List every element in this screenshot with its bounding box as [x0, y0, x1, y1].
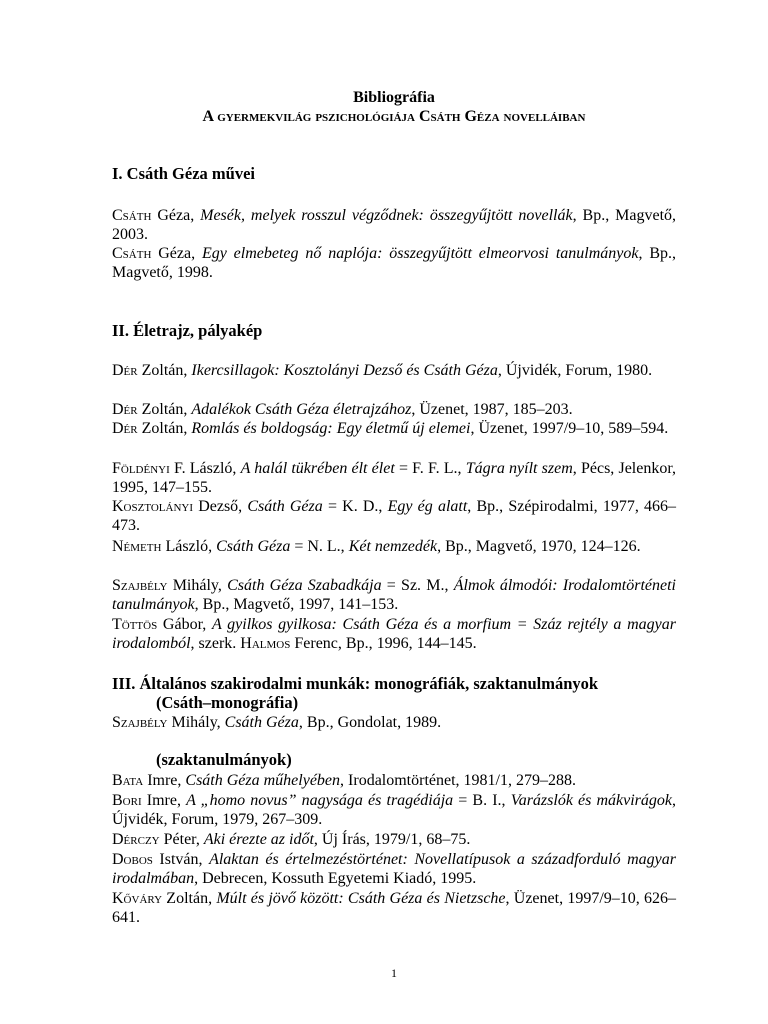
subsection-heading: (Csáth–monográfia): [156, 693, 299, 712]
bibliography-entry: Csáth Géza, Mesék, melyek rosszul végződnek: összegyűjtött novellák, Bp., Magvető, 2003.: [112, 207, 677, 244]
bibliography-entry: Kosztolányi Dezső, Csáth Géza = K. D., Egy ég alatt, Bp., Szépirodalmi, 1977, 466–473.: [112, 498, 676, 535]
bibliography-entry: Bori Imre, A „homo novus” nagysága és tragédiája = B. I., Varázslók és mákvirágok, Újvidék, Forum, 1979, 267–309.: [112, 792, 677, 829]
bibliography-entry: Földényi F. László, A halál tükrében élt élet = F. F. L., Tágra nyílt szem, Pécs, Jelenkor, 1995, 147–155.: [112, 460, 677, 497]
section-heading-1: I. Csáth Géza művei: [112, 164, 255, 183]
subsection-heading: (szaktanulmányok): [156, 750, 292, 769]
bibliography-entry: Kőváry Zoltán, Múlt és jövő között: Csáth Géza és Nietzsche, Üzenet, 1997/9–10, 626–641.: [112, 890, 677, 927]
bibliography-entry: Szajbély Mihály, Csáth Géza, Bp., Gondolat, 1989.: [112, 714, 442, 731]
document-title: Bibliográfia: [353, 89, 435, 106]
bibliography-entry: Dér Zoltán, Ikercsillagok: Kosztolányi Dezső és Csáth Géza, Újvidék, Forum, 1980.: [112, 362, 653, 379]
section-heading-3: III. Általános szakirodalmi munkák: monográfiák, szaktanulmányok: [112, 674, 599, 693]
section-heading-2: II. Életrajz, pályakép: [112, 321, 263, 340]
document-subtitle: A gyermekvilág pszichológiája Csáth Géza novelláiban: [202, 108, 586, 125]
bibliography-entry: Dér Zoltán, Adalékok Csáth Géza életrajzához, Üzenet, 1987, 185–203.: [112, 401, 573, 418]
bibliography-entry: Dér Zoltán, Romlás és boldogság: Egy életmű új elemei, Üzenet, 1997/9–10, 589–594.: [112, 420, 669, 437]
bibliography-entry: Csáth Géza, Egy elmebeteg nő naplója: összegyűjtött elmeorvosi tanulmányok, Bp., Magvető, 1998.: [112, 245, 676, 282]
bibliography-entry: Töttös Gábor, A gyilkos gyilkosa: Csáth Géza és a morfium = Száz rejtély a magyar irodalomból, szerk. Halmos Ferenc, Bp., 1996, 144–145.: [112, 616, 677, 653]
page-number: 1: [391, 966, 397, 980]
bibliography-entry: Németh László, Csáth Géza = N. L., Két nemzedék, Bp., Magvető, 1970, 124–126.: [112, 538, 641, 555]
bibliography-entry: Bata Imre, Csáth Géza műhelyében, Irodalomtörténet, 1981/1, 279–288.: [112, 772, 576, 789]
bibliography-entry: Dobos István, Alaktan és értelmezéstörténet: Novellatípusok a századforduló magyar irodalmában, Debrecen, Kossuth Egyetemi Kiadó, 1995.: [112, 851, 676, 888]
bibliography-entry: Dérczy Péter, Aki érezte az időt, Új Írás, 1979/1, 68–75.: [112, 831, 471, 848]
bibliography-entry: Szajbély Mihály, Csáth Géza Szabadkája = Sz. M., Álmok álmodói: Irodalomtörténeti tanulmányok, Bp., Magvető, 1997, 141–153.: [112, 577, 676, 614]
